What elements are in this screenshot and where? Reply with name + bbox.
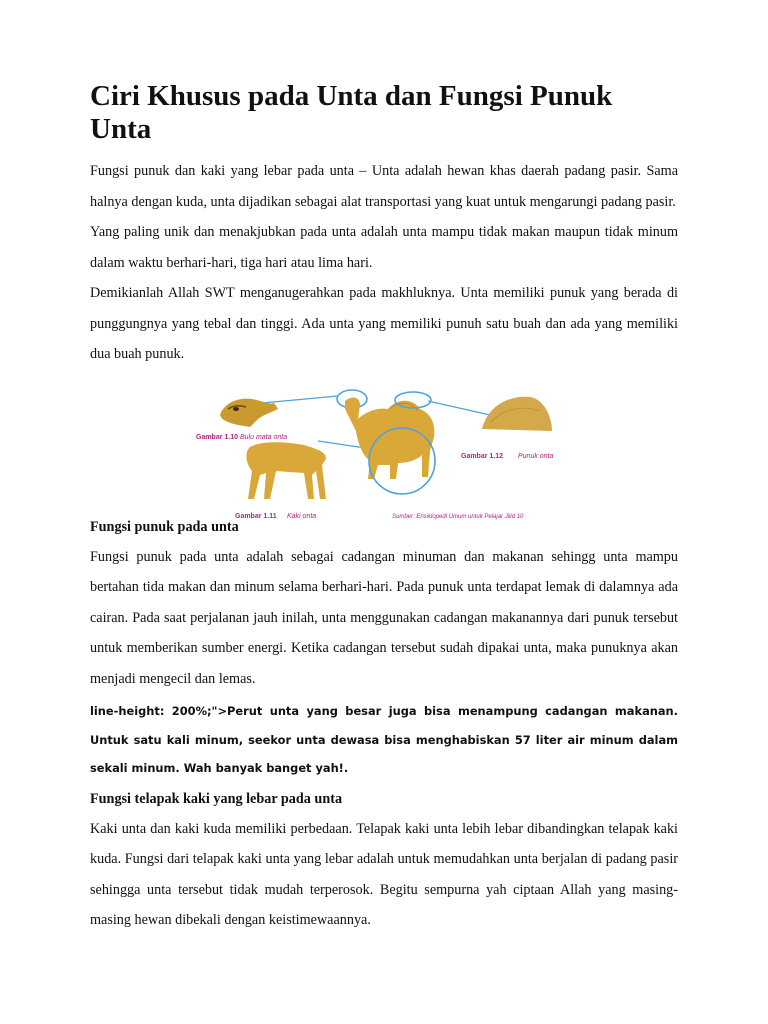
- section-extra-stomach: line-height: 200%;">Perut unta yang besar juga bisa menampung cadangan makanan. Untuk satu kali minum, seekor unta dewasa bisa menghabiskan 57 liter air minum dalam sekali minum. Wah banyak banget yah!.: [90, 704, 678, 775]
- section-body-hump: Fungsi punuk pada unta adalah sebagai cadangan minuman dan makanan sehingg unta mampu bertahan tida makan dan minum selama berhari-hari. Pada punuk unta terdapat lemak di dalamnya ada cairan. Pada saat perjalanan jauh inilah, unta menggunakan cadangan makanannya dari punuk tersebut untuk memberikan sumber energi. Ketika cadangan tersebut sudah dipakai unta, maka punuknya akan menjadi mengecil dan lemas.: [90, 548, 678, 687]
- camel-figure: [90, 379, 678, 525]
- intro-paragraph-1: Fungsi punuk dan kaki yang lebar pada unta – Unta adalah hewan khas daerah padang pasir. Sama halnya dengan kuda, unta dijadikan sebagai alat transportasi yang kuat untuk mengarungi padang pasir.: [90, 163, 678, 210]
- section-heading-feet: Fungsi telapak kaki yang lebar pada unta: [90, 790, 343, 807]
- section-heading-hump: Fungsi punuk pada unta: [90, 518, 239, 535]
- figure-caption-3: Gambar 1.12: [461, 452, 504, 460]
- intro-paragraph-2: Yang paling unik dan menakjubkan pada unta adalah unta mampu tidak makan maupun tidak minum dalam waktu berhari-hari, tiga hari atau lima hari.: [90, 224, 678, 271]
- figure-caption-2-text: Kaki onta: [287, 512, 317, 520]
- camel-illustration: [90, 379, 678, 525]
- figure-caption-2: Gambar 1.11: [235, 512, 277, 520]
- main-camel-image: [345, 397, 434, 478]
- connector-line: [262, 396, 338, 403]
- connector-line: [428, 401, 490, 415]
- figure-source: Sumber: Ensiklopedi Umum untuk Pelajar Jilid 10: [392, 513, 524, 520]
- section-body-feet: Kaki unta dan kaki kuda memiliki perbedaan. Telapak kaki unta lebih lebar dibandingkan telapak kaki kuda. Fungsi dari telapak kaki unta yang lebar adalah untuk memudahkan unta berjalan di padang pasir sehingga unta tersebut tidak mudah terperosok. Begitu sempurna yah ciptaan Allah yang masing-masing hewan dibekali dengan keistimewaannya.: [90, 820, 678, 928]
- document-page: [90, 70, 678, 936]
- intro-paragraph-3: Demikianlah Allah SWT menganugerahkan pada makhluknya. Unta memiliki punuk yang berada di punggungnya yang tebal dan tinggi. Ada unta yang memiliki punuh satu buah dan ada yang memiliki dua buah punuk.: [90, 285, 678, 362]
- figure-caption-1: Gambar 1.10: [196, 433, 239, 441]
- page-title: Ciri Khusus pada Unta dan Fungsi Punuk Unta: [90, 80, 613, 145]
- figure-caption-3-text: Punuk onta: [518, 452, 554, 460]
- camel-hump-image: [482, 396, 552, 430]
- camel-legs-image: [246, 442, 326, 499]
- figure-caption-1-text: Bulu mata onta: [240, 433, 288, 441]
